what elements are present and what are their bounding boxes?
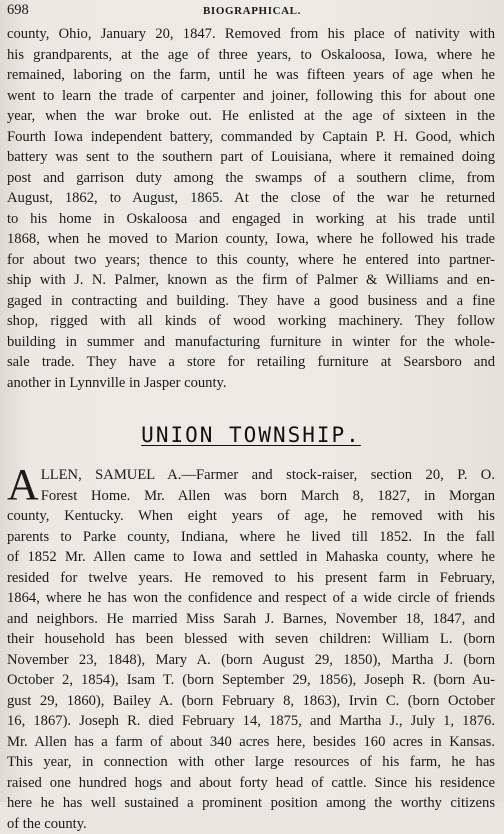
text-line: here he has well sustained a prominent position among the worthy citizens <box>7 793 495 814</box>
continued-biography <box>7 24 495 393</box>
text-line: for about two years; thence to this county, where he entered into partner- <box>7 250 495 271</box>
text-line: 1868, when he moved to Marion county, Iowa, where he followed his trade <box>7 229 495 250</box>
running-title: BIOGRAPHICAL. <box>203 5 301 17</box>
text-line: gaged in contracting and building. They have a good business and a fine <box>7 291 495 312</box>
text-line: their household has been blessed with seven children: William L. (born <box>7 629 495 650</box>
text-line: Mr. Allen has a farm of about 340 acres here, besides 160 acres in Kansas. <box>7 732 495 753</box>
text-line: parents to Parke county, Indiana, where he lived till 1852. In the fall <box>7 527 495 548</box>
text-line: gust 29, 1860), Bailey A. (born February 8, 1863), Irvin C. (born October <box>7 691 495 712</box>
text-line: building in summer and manufacturing furniture in winter for the whole- <box>7 332 495 353</box>
text-line: 1864, where he has won the confidence and respect of a wide circle of friends <box>7 588 495 609</box>
text-line: of 1852 Mr. Allen came to Iowa and settled in Mahaska county, where he <box>7 547 495 568</box>
text-line: his grandparents, at the age of three years, to Oskaloosa, Iowa, where he <box>7 45 495 66</box>
text-line: This year, in connection with other large resources of his farm, he has <box>7 752 495 773</box>
text-line: August, 1862, to August, 1865. At the close of the war he returned <box>7 188 495 209</box>
text-line: battery was sent to the southern part of Louisiana, where it remained doing <box>7 147 495 168</box>
text-line: county, Kentucky. When eight years of age, he removed with his <box>7 506 495 527</box>
text-line: to his home in Oskaloosa and engaged in working at his trade until <box>7 209 495 230</box>
text-line: county, Ohio, January 20, 1847. Removed from his place of nativity with <box>7 24 495 45</box>
page-number: 698 <box>7 2 203 19</box>
entry-second-line: Forest Home. Mr. Allen was born March 8, 1827, in Morgan <box>7 486 495 507</box>
text-line: year, when the war broke out. He enlisted at the age of sixteen in the <box>7 106 495 127</box>
text-line: another in Lynnville in Jasper county. <box>7 373 495 394</box>
drop-cap: A <box>7 465 39 503</box>
text-line: remained, laboring on the farm, until he was fifteen years of age when he <box>7 65 495 86</box>
text-line: raised one hundred hogs and about forty head of cattle. Since his residence <box>7 773 495 794</box>
text-line: Fourth Iowa independent battery, commanded by Captain P. H. Good, which <box>7 127 495 148</box>
text-line: sale trade. They have a store for retailing furniture at Searsboro and <box>7 352 495 373</box>
biography-entry <box>7 465 495 834</box>
text-line: November 23, 1848), Mary A. (born August 29, 1850), Martha J. (born <box>7 650 495 671</box>
text-line: of the county. <box>7 814 495 834</box>
text-line: ship with J. N. Palmer, known as the firm of Palmer & Williams and en- <box>7 270 495 291</box>
text-line: 16, 1867). Joseph R. died February 14, 1875, and Martha J., July 1, 1876. <box>7 711 495 732</box>
entry-first-line: LLEN, SAMUEL A.—Farmer and stock-raiser, section 20, P. O. <box>7 465 495 486</box>
text-line: went to learn the trade of carpenter and joiner, following this for about one <box>7 86 495 107</box>
running-head <box>7 2 495 24</box>
section-heading: UNION TOWNSHIP. <box>7 423 495 447</box>
text-line: October 2, 1854), Isam T. (born September 29, 1856), Joseph R. (born Au- <box>7 670 495 691</box>
text-line: post and garrison duty among the swamps of a southern clime, from <box>7 168 495 189</box>
text-line: resided for twelve years. He removed to his present farm in February, <box>7 568 495 589</box>
text-line: shop, rigged with all kinds of wood working machinery. They follow <box>7 311 495 332</box>
text-line: and neighbors. He married Miss Sarah J. Barnes, November 18, 1847, and <box>7 609 495 630</box>
